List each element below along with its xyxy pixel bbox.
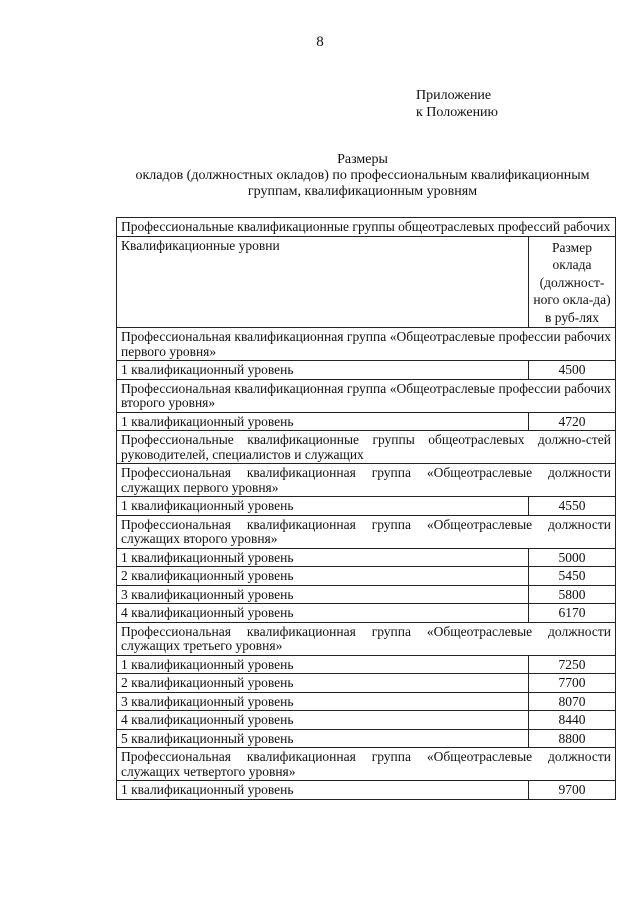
table-row	[117, 692, 616, 711]
group-title: Профессиональная квалификационная группа «Общеотраслевые должности служащих третьего уровня»	[117, 622, 616, 655]
group-row	[117, 748, 616, 781]
table-row	[117, 361, 616, 380]
level-cell: 2 квалификационный уровень	[117, 567, 529, 586]
level-cell: 1 квалификационный уровень	[117, 548, 529, 567]
value-cell: 9700	[529, 781, 616, 800]
table-row	[117, 711, 616, 730]
table-row	[117, 548, 616, 567]
table-row	[117, 655, 616, 674]
group-title: Профессиональная квалификационная группа «Общеотраслевые должности служащих второго уровня»	[117, 515, 616, 548]
table-row	[117, 674, 616, 693]
value-cell: 6170	[529, 604, 616, 623]
value-cell: 4550	[529, 497, 616, 516]
value-cell: 7700	[529, 674, 616, 693]
table-row	[117, 604, 616, 623]
level-cell: 4 квалификационный уровень	[117, 604, 529, 623]
table-row	[117, 781, 616, 800]
group-title: Профессиональная квалификационная группа «Общеотраслевые должности служащих первого уровня»	[117, 464, 616, 497]
appendix-line: к Положению	[416, 105, 499, 120]
appendix-caption	[416, 87, 498, 121]
level-cell: 1 квалификационный уровень	[117, 655, 529, 674]
level-cell: 1 квалификационный уровень	[117, 412, 529, 431]
section-row	[117, 431, 616, 464]
group-title: Профессиональная квалификационная группа «Общеотраслевые должности служащих четвертого уровня»	[117, 748, 616, 781]
level-cell: 2 квалификационный уровень	[117, 674, 529, 693]
value-cell: 8800	[529, 729, 616, 748]
section-row	[117, 218, 616, 237]
level-cell: 4 квалификационный уровень	[117, 711, 529, 730]
table-row	[117, 729, 616, 748]
level-cell: 5 квалификационный уровень	[117, 729, 529, 748]
group-row	[117, 464, 616, 497]
level-cell: 3 квалификационный уровень	[117, 692, 529, 711]
value-cell: 4720	[529, 412, 616, 431]
level-cell: 1 квалификационный уровень	[117, 497, 529, 516]
heading-line: Размеры	[337, 152, 388, 167]
heading-line: группам, квалификационным уровням	[247, 184, 478, 199]
group-row	[117, 515, 616, 548]
value-cell: 8070	[529, 692, 616, 711]
salary-table	[116, 217, 616, 800]
value-cell: 5000	[529, 548, 616, 567]
level-cell: 1 квалификационный уровень	[117, 361, 529, 380]
group-row	[117, 379, 616, 412]
section-title: Профессиональные квалификационные группы общеотраслевых профессий рабочих	[117, 218, 616, 237]
page-number: 8	[316, 34, 324, 50]
value-cell: 4500	[529, 361, 616, 380]
value-cell: 7250	[529, 655, 616, 674]
header-size: Размер оклада (должност-ного окла-да) в руб-лях	[529, 236, 616, 328]
value-cell: 5450	[529, 567, 616, 586]
section-title: Профессиональные квалификационные группы общеотраслевых должно-стей руководителей, специалистов и служащих	[117, 431, 616, 464]
group-title: Профессиональная квалификационная группа «Общеотраслевые профессии рабочих второго уровня»	[117, 379, 616, 412]
level-cell: 3 квалификационный уровень	[117, 585, 529, 604]
table-row	[117, 585, 616, 604]
appendix-line: Приложение	[416, 88, 492, 103]
value-cell: 8440	[529, 711, 616, 730]
table-row	[117, 567, 616, 586]
table-row	[117, 412, 616, 431]
header-row	[117, 236, 616, 328]
heading-line: окладов (должностных окладов) по профессиональным квалификационным	[135, 168, 590, 183]
header-levels: Квалификационные уровни	[117, 236, 529, 328]
table-row	[117, 497, 616, 516]
group-title: Профессиональная квалификационная группа «Общеотраслевые профессии рабочих первого уровня»	[117, 328, 616, 361]
group-row	[117, 328, 616, 361]
group-row	[117, 622, 616, 655]
value-cell: 5800	[529, 585, 616, 604]
level-cell: 1 квалификационный уровень	[117, 781, 529, 800]
document-heading	[100, 152, 625, 200]
